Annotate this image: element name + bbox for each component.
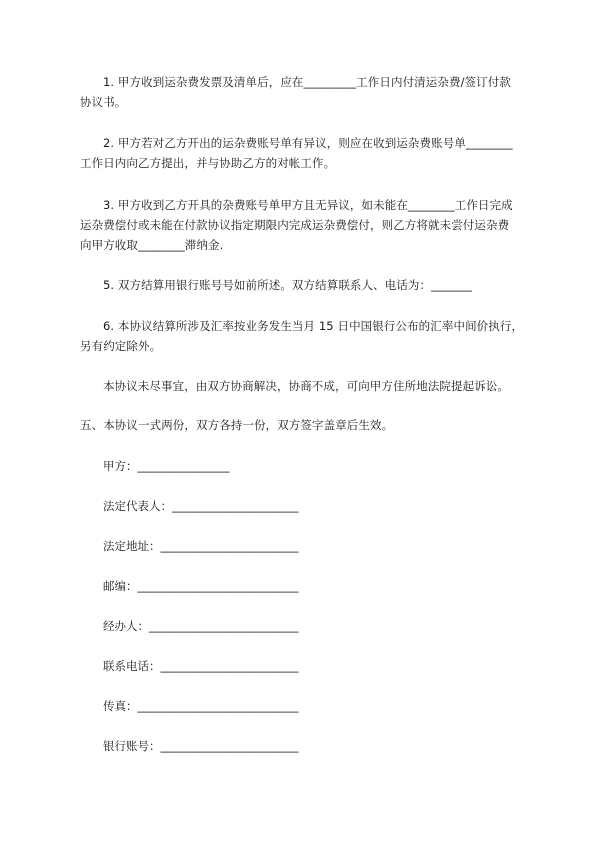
clause-line: 6. 本协议结算所涉及汇率按业务发生当月 15 日中国银行公布的汇率中间价执行， (103, 319, 524, 333)
clause-payment-deadline (80, 72, 533, 112)
clause-dispute (80, 133, 533, 173)
clause-line: 1. 甲方收到运杂费发票及清单后，应在_________工作日内付清运杂费/签订付款 (103, 75, 511, 89)
clause-exchange-rate (80, 316, 533, 356)
clause-line: 运杂费偿付或未能在付款协议指定期限内完成运杂费偿付，则乙方将就未尝付运杂费 (80, 218, 510, 232)
field-legal-representative: 法定代表人：______________________ (103, 499, 299, 513)
field-contact-phone: 联系电话：________________________ (103, 659, 299, 673)
clause-unresolved-matters (103, 376, 533, 396)
clause-copies-effective (80, 415, 510, 435)
clause-line: 协议书。 (80, 95, 127, 109)
field-legal-address: 法定地址：________________________ (103, 539, 299, 553)
clause-bank-account (103, 275, 533, 295)
clause-line: 工作日内向乙方提出，并与协助乙方的对帐工作。 (80, 156, 336, 170)
clause-line: 向甲方收取________滞纳金. (80, 238, 224, 252)
field-fax: 传真：____________________________ (103, 699, 299, 713)
clause-late-fee (80, 195, 533, 255)
field-bank-account: 银行账号：________________________ (103, 739, 299, 753)
clause-line: 5. 双方结算用银行账号号如前所述。双方结算联系人、电话为：_______ (103, 278, 473, 292)
clause-line: 2. 甲方若对乙方开出的运杂费账号单有异议，则应在收到运杂费账号单________ (103, 136, 513, 150)
clause-line: 3. 甲方收到乙方开具的杂费账号单甲方且无异议，如未能在________工作日完成 (103, 198, 513, 212)
clause-line: 另有约定除外。 (80, 339, 162, 353)
field-party-a: 甲方：________________ (103, 459, 230, 473)
clause-line: 本协议未尽事宜，由双方协商解决，协商不成，可向甲方住所地法院提起诉讼。 (103, 379, 509, 393)
field-handler: 经办人：__________________________ (103, 619, 299, 633)
clause-line: 五、本协议一式两份，双方各持一份，双方签字盖章后生效。 (80, 418, 394, 432)
field-postal-code: 邮编：____________________________ (103, 579, 299, 593)
